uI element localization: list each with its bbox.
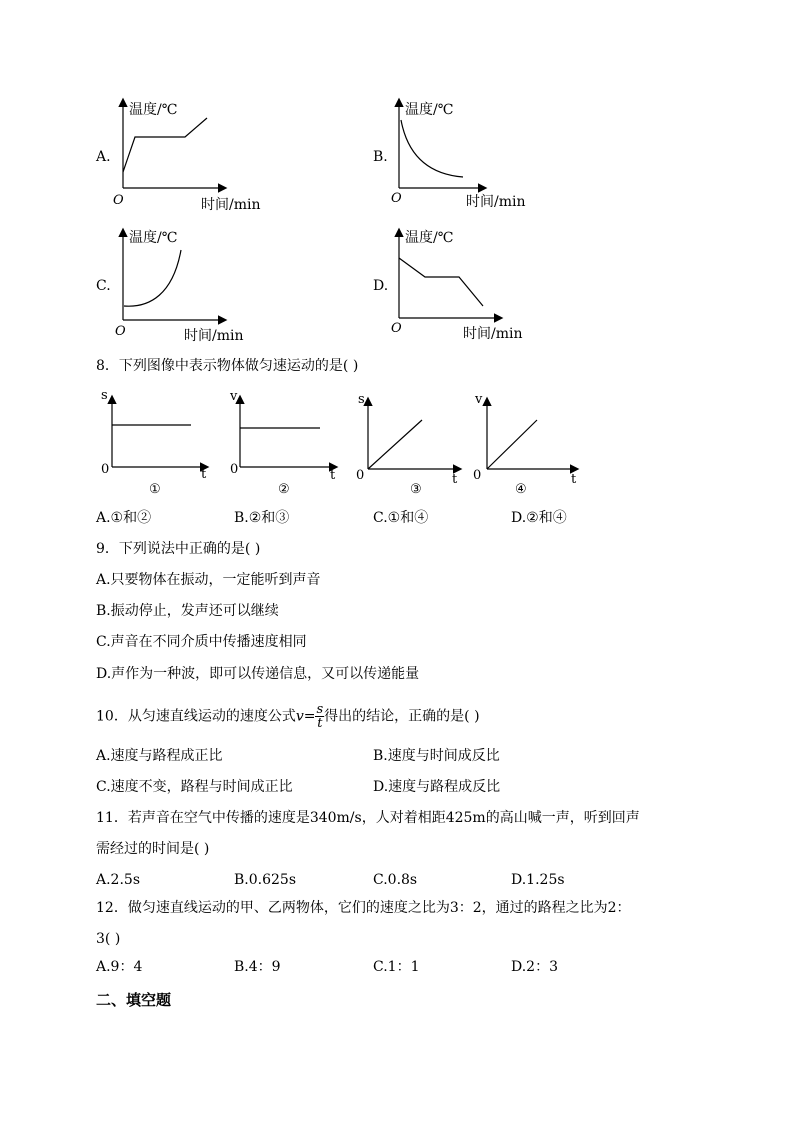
motion-graph-1 bbox=[95, 383, 220, 498]
graph-line bbox=[368, 420, 422, 469]
origin-label: O bbox=[115, 324, 126, 339]
y-axis-label: 温度/℃ bbox=[129, 102, 178, 118]
zero-label: 0 bbox=[473, 468, 482, 483]
option-a-letter: A. bbox=[96, 149, 111, 165]
origin-label: O bbox=[391, 191, 402, 206]
q9-option-a[interactable]: A.只要物体在振动，一定能听到声音 bbox=[96, 572, 321, 588]
curve bbox=[123, 118, 207, 172]
curve bbox=[401, 120, 463, 177]
motion-graph-2 bbox=[224, 383, 349, 498]
y-label: s bbox=[101, 388, 108, 403]
y-axis-label: 温度/℃ bbox=[405, 102, 454, 118]
zero-label: 0 bbox=[230, 462, 239, 477]
q10-option-d[interactable]: D.速度与路程成反比 bbox=[373, 779, 501, 795]
q12-option-a[interactable]: A.9：4 bbox=[96, 959, 143, 975]
q10-option-a[interactable]: A.速度与路程成正比 bbox=[96, 748, 223, 764]
motion-graph-4 bbox=[471, 383, 596, 498]
q8-option-b[interactable]: B.②和③ bbox=[234, 510, 290, 526]
formula-denominator: t bbox=[317, 716, 323, 731]
q10-option-c[interactable]: C.速度不变，路程与时间成正比 bbox=[96, 779, 293, 795]
question-12-line-1: 12．做匀速直线运动的甲、乙两物体，它们的速度之比为3：2，通过的路程之比为2： bbox=[96, 900, 631, 916]
x-label: t bbox=[201, 467, 207, 482]
x-axis-label: 时间/min bbox=[466, 194, 526, 210]
question-10-stem bbox=[96, 703, 480, 730]
temperature-graph-b bbox=[381, 92, 551, 217]
q10-option-b[interactable]: B.速度与时间成反比 bbox=[373, 748, 500, 764]
temperature-graph-d bbox=[381, 222, 551, 347]
q9-option-b[interactable]: B.振动停止，发声还可以继续 bbox=[96, 603, 279, 619]
y-label: s bbox=[358, 392, 365, 407]
question-12-line-2: 3( ) bbox=[96, 931, 121, 947]
formula-fraction bbox=[315, 703, 324, 730]
question-9-stem: 9．下列说法中正确的是( ) bbox=[96, 541, 261, 557]
q9-option-d[interactable]: D.声作为一种波，即可以传递信息，又可以传递能量 bbox=[96, 666, 420, 682]
q8-option-d[interactable]: D.②和④ bbox=[511, 510, 567, 526]
q12-option-b[interactable]: B.4：9 bbox=[234, 959, 281, 975]
x-label: t bbox=[330, 468, 336, 483]
curve bbox=[124, 250, 181, 306]
section-2-heading: 二、填空题 bbox=[96, 991, 172, 1009]
curve bbox=[399, 258, 483, 306]
graph-number: ④ bbox=[515, 482, 527, 497]
zero-label: 0 bbox=[101, 462, 110, 477]
q12-option-c[interactable]: C.1：1 bbox=[373, 959, 420, 975]
option-c-letter: C. bbox=[96, 278, 111, 294]
x-axis-label: 时间/min bbox=[463, 326, 523, 342]
graph-line bbox=[487, 420, 537, 469]
motion-graph-3 bbox=[352, 383, 477, 498]
x-axis-label: 时间/min bbox=[201, 197, 261, 213]
q9-option-c[interactable]: C.声音在不同介质中传播速度相同 bbox=[96, 634, 307, 650]
q11-option-d[interactable]: D.1.25s bbox=[511, 872, 565, 888]
question-8-stem: 8．下列图像中表示物体做匀速运动的是( ) bbox=[96, 358, 359, 374]
q10-stem-after: 得出的结论，正确的是( ) bbox=[324, 708, 480, 725]
q8-option-a[interactable]: A.①和② bbox=[96, 510, 152, 526]
origin-label: O bbox=[391, 321, 402, 336]
question-11-line-1: 11．若声音在空气中传播的速度是340m/s，人对着相距425m的高山喊一声，听到回声 bbox=[96, 810, 640, 826]
y-axis-label: 温度/℃ bbox=[405, 230, 454, 246]
q8-option-c[interactable]: C.①和④ bbox=[373, 510, 429, 526]
question-11-line-2: 需经过的时间是( ) bbox=[96, 841, 210, 857]
option-b-letter: B. bbox=[373, 149, 388, 165]
q11-option-c[interactable]: C.0.8s bbox=[373, 872, 418, 888]
graph-number: ① bbox=[149, 482, 161, 497]
graph-number: ② bbox=[278, 482, 290, 497]
q12-option-d[interactable]: D.2：3 bbox=[511, 959, 558, 975]
x-axis-label: 时间/min bbox=[184, 328, 244, 344]
x-label: t bbox=[452, 472, 458, 487]
graph-number: ③ bbox=[410, 482, 422, 497]
origin-label: O bbox=[113, 193, 124, 208]
zero-label: 0 bbox=[356, 468, 365, 483]
formula-equals: = bbox=[303, 708, 316, 725]
y-label: v bbox=[475, 392, 483, 407]
formula-v: v bbox=[295, 708, 304, 725]
temperature-graph-a bbox=[105, 92, 275, 217]
q10-stem-before: 10．从匀速直线运动的速度公式 bbox=[96, 708, 296, 725]
y-label: v bbox=[230, 389, 238, 404]
temperature-graph-c bbox=[105, 222, 275, 347]
option-d-letter: D. bbox=[373, 278, 389, 294]
q11-option-a[interactable]: A.2.5s bbox=[96, 872, 141, 888]
formula-numerator: s bbox=[316, 702, 324, 717]
x-label: t bbox=[571, 472, 577, 487]
q11-option-b[interactable]: B.0.625s bbox=[234, 872, 297, 888]
y-axis-label: 温度/℃ bbox=[129, 230, 178, 246]
